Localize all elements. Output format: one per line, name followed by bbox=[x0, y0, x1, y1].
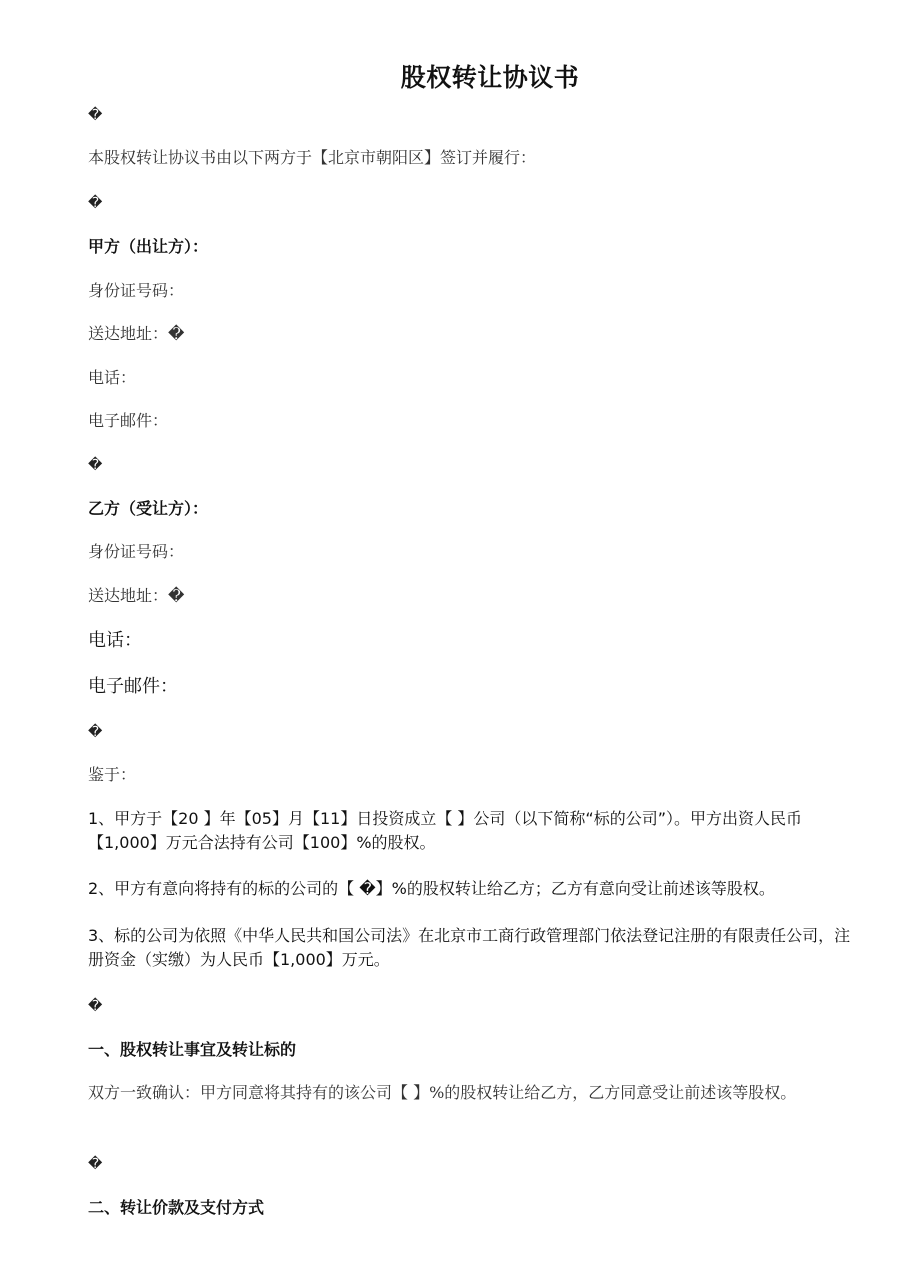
clause-2: 2、甲方有意向将持有的标的公司的【 �】%的股权转让给乙方；乙方有意向受让前述该等股权。 bbox=[88, 879, 775, 898]
clause-1: 1、甲方于【20 】年【05】月【11】日投资成立【 】公司（以下简称“标的公司”）。甲方出资人民币【1,000】万元合法持有公司【100】%的股权。 bbox=[88, 809, 803, 852]
party-b-phone-label: 电话： bbox=[88, 630, 142, 651]
section-1-heading: 一、股权转让事宜及转让标的 bbox=[88, 1040, 297, 1059]
placeholder-glyph: � bbox=[88, 1156, 103, 1172]
clause-3: 3、标的公司为依照《中华人民共和国公司法》在北京市工商行政管理部门依法登记注册的有限责任公司，注册资金（实缴）为人民币【1,000】万元。 bbox=[88, 926, 851, 969]
placeholder-glyph: � bbox=[88, 457, 103, 473]
party-b-id-label: 身份证号码： bbox=[88, 542, 185, 561]
placeholder-glyph: � bbox=[88, 724, 103, 740]
party-b-email-label: 电子邮件： bbox=[88, 676, 178, 697]
whereas-label: 鉴于： bbox=[88, 765, 137, 784]
placeholder-glyph: � bbox=[88, 998, 103, 1014]
party-a-id-label: 身份证号码： bbox=[88, 281, 185, 300]
party-b-address-label: 送达地址：� bbox=[88, 586, 185, 605]
party-a-phone-label: 电话： bbox=[88, 368, 137, 387]
placeholder-glyph: � bbox=[88, 195, 103, 211]
placeholder-glyph: � bbox=[88, 107, 103, 123]
party-b-heading: 乙方（受让方）： bbox=[88, 499, 209, 518]
party-a-address-label: 送达地址：� bbox=[88, 324, 185, 343]
party-a-email-label: 电子邮件： bbox=[88, 411, 169, 430]
section-1-body: 双方一致确认：甲方同意将其持有的该公司【 】%的股权转让给乙方，乙方同意受让前述该等股权。 bbox=[88, 1083, 797, 1102]
intro-paragraph: 本股权转让协议书由以下两方于【北京市朝阳区】签订并履行： bbox=[88, 148, 537, 167]
party-a-heading: 甲方（出让方）： bbox=[88, 237, 209, 256]
document-title: 股权转让协议书 bbox=[400, 63, 580, 92]
section-2-heading: 二、转让价款及支付方式 bbox=[88, 1198, 265, 1217]
